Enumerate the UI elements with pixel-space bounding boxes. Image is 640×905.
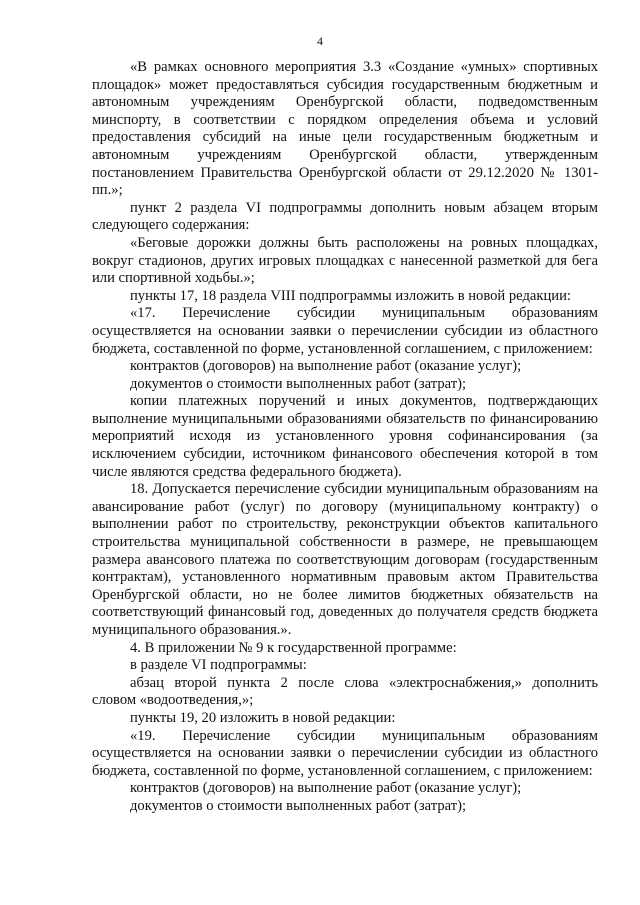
paragraph: 18. Допускается перечисление субсидии муниципальным образованиям на авансирование работ (услуг) по договору (муниципальному контракту) о выполнении работ по строительству, реконструкции объектов капитального строительства муниципальной собственности в размере, не превышающем размера авансового платежа по соответствующим договорам (государственным контрактам), установленного нормативным правовым актом Правительства Оренбургской области, но не более лимитов бюджетных обязательств на соответствующий финансовый год, доведенных до получателя средств бюджета муниципального образования.». (92, 481, 598, 638)
document-body (92, 59, 598, 816)
paragraph: 4. В приложении № 9 к государственной программе: (130, 639, 457, 656)
paragraph: контрактов (договоров) на выполнение работ (оказание услуг); (130, 780, 522, 797)
paragraph: в разделе VI подпрограммы: (130, 657, 307, 674)
paragraph: пункт 2 раздела VI подпрограммы дополнить новым абзацем вторым следующего содержания: (92, 199, 598, 234)
paragraph: «17. Перечисление субсидии муниципальным образованиям осуществляется на основании заявки о перечислении субсидии из областного бюджета, составленной по форме, установленной соглашением, с приложением: (92, 305, 598, 357)
paragraph: копии платежных поручений и иных документов, подтверждающих выполнение муниципальными образованиями обязательств по финансированию мероприятий исходя из установленного уровня софинансирования (за исключением субсидии, источником финансового обеспечения которой в том числе являются средства федерального бюджета). (92, 393, 598, 480)
paragraph: «19. Перечисление субсидии муниципальным образованиям осуществляется на основании заявки о перечислении субсидии из областного бюджета, составленной по форме, установленной соглашением, с приложением: (92, 727, 598, 779)
paragraph: «Беговые дорожки должны быть расположены на ровных площадках, вокруг стадионов, других игровых площадках с нанесенной разметкой для бега или спортивной ходьбы.»; (92, 234, 598, 287)
paragraph: документов о стоимости выполненных работ (затрат); (130, 797, 467, 814)
paragraph: контрактов (договоров) на выполнение работ (оказание услуг); (130, 358, 522, 375)
paragraph: абзац второй пункта 2 после слова «электроснабжения,» дополнить словом «водоотведения,»; (92, 674, 598, 709)
paragraph: «В рамках основного мероприятия 3.3 «Создание «умных» спортивных площадок» может предоставляться субсидия государственным бюджетным и автономным учреждениям Оренбургской области, подведомственным минспорту, в соответствии с порядком определения объема и условий предоставления субсидий на иные цели государственным бюджетным и автономным учреждениям Оренбургской области, утвержденным постановлением Правительства Оренбургской области от 29.12.2020 № 1301-пп.»; (92, 59, 598, 199)
paragraph: пункты 17, 18 раздела VIII подпрограммы изложить в новой редакции: (130, 287, 571, 304)
paragraph: пункты 19, 20 изложить в новой редакции: (130, 709, 396, 726)
paragraph: документов о стоимости выполненных работ (затрат); (130, 375, 467, 392)
page-number: 4 (317, 34, 323, 48)
